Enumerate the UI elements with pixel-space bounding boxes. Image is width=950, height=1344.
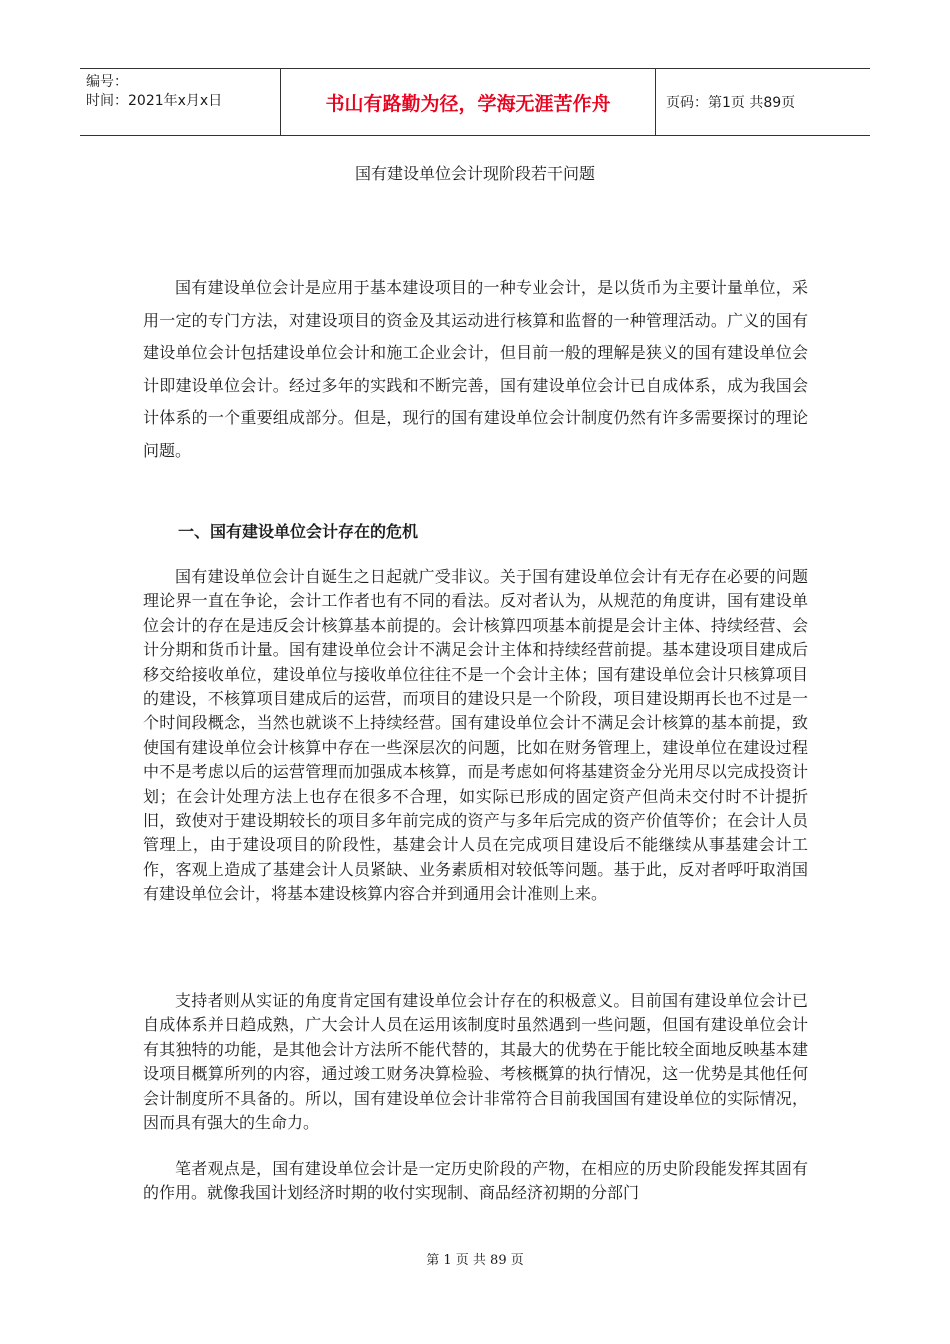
header-meta <box>80 69 281 135</box>
section-paragraph-2: 支持者则从实证的角度肯定国有建设单位会计存在的积极意义。目前国有建设单位会计已自成体系并日趋成熟，广大会计人员在运用该制度时虽然遇到一些问题，但国有建设单位会计有其独特的功能，是其他会计方法所不能代替的，其最大的优势在于能比较全面地反映基本建设项目概算所列的内容，通过竣工财务决算检验、考核概算的执行情况，这一优势是其他任何会计制度所不具备的。所以，国有建设单位会计非常符合目前我国国有建设单位的实际情况，因而具有强大的生命力。 <box>143 991 808 1133</box>
section-heading: 一、国有建设单位会计存在的危机 <box>178 522 419 541</box>
page-footer: 第 1 页 共 89 页 <box>426 1253 524 1268</box>
header-page-info: 页码：第1页 共89页 <box>666 95 796 111</box>
header-motto: 书山有路勤为径，学海无涯苦作舟 <box>281 69 656 135</box>
document-title: 国有建设单位会计现阶段若干问题 <box>354 164 595 183</box>
time-label: 时间：2021年x月x日 <box>86 93 223 109</box>
section-paragraph-1: 国有建设单位会计自诞生之日起就广受非议。关于国有建设单位会计有无存在必要的问题理论界一直在争论，会计工作者也有不同的看法。反对者认为，从规范的角度讲，国有建设单位会计的存在是违反会计核算基本前提的。会计核算四项基本前提是会计主体、持续经营、会计分期和货币计量。国有建设单位会计不满足会计主体和持续经营前提。基本建设项目建成后移交给接收单位，建设单位与接收单位往往不是一个会计主体；国有建设单位会计只核算项目的建设，不核算项目建成后的运营，而项目的建设只是一个阶段，项目建设期再长也不过是一个时间段概念，当然也就谈不上持续经营。国有建设单位会计不满足会计核算的基本前提，致使国有建设单位会计核算中存在一些深层次的问题，比如在财务管理上，建设单位在建设过程中不是考虑以后的运营管理而加强成本核算，而是考虑如何将基建资金分光用尽以完成投资计划；在会计处理方法上也存在很多不合理，如实际已形成的固定资产但尚未交付时不计提折旧，致使对于建设期较长的项目多年前完成的资产与多年后完成的资产价值等价；在会计人员管理上，由于建设项目的阶段性，基建会计人员在完成项目建设后不能继续从事基建会计工作，客观上造成了基建会计人员紧缺、业务素质相对较低等问题。基于此，反对者呼吁取消国有建设单位会计，将基本建设核算内容合并到通用会计准则上来。 <box>143 567 808 904</box>
number-label: 编号： <box>86 74 128 90</box>
page-header <box>80 68 870 136</box>
intro-paragraph: 国有建设单位会计是应用于基本建设项目的一种专业会计，是以货币为主要计量单位，采用一定的专门方法，对建设项目的资金及其运动进行核算和监督的一种管理活动。广义的国有建设单位会计包括建设单位会计和施工企业会计，但目前一般的理解是狭义的国有建设单位会计即建设单位会计。经过多年的实践和不断完善，国有建设单位会计已自成体系，成为我国会计体系的一个重要组成部分。但是，现行的国有建设单位会计制度仍然有许多需要探讨的理论问题。 <box>143 278 808 460</box>
section-paragraph-3: 笔者观点是，国有建设单位会计是一定历史阶段的产物，在相应的历史阶段能发挥其固有的作用。就像我国计划经济时期的收付实现制、商品经济初期的分部门 <box>143 1159 808 1203</box>
